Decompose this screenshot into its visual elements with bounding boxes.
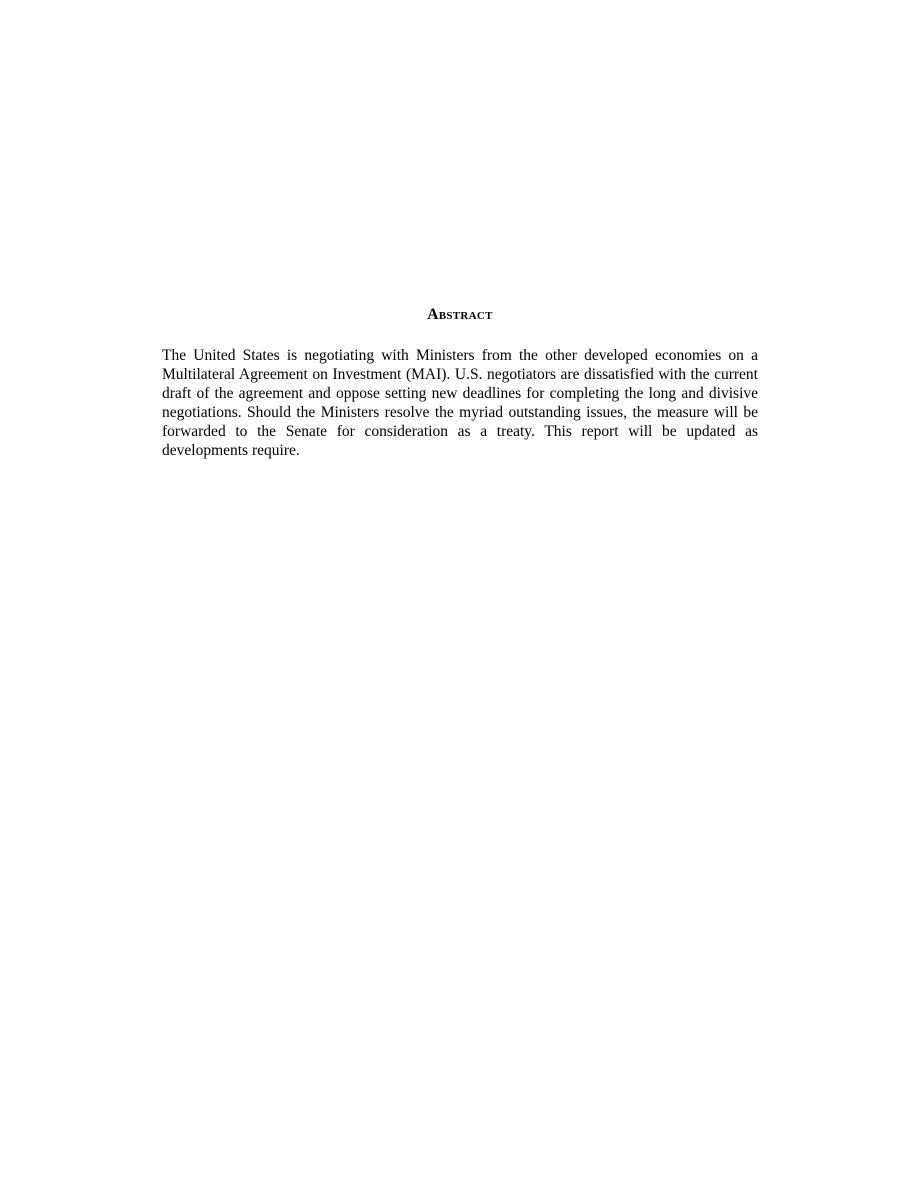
abstract-heading: Abstract xyxy=(427,306,493,323)
abstract-body: The United States is negotiating with Ministers from the other developed economies on a Multilateral Agreement on Investment (MAI). U.S. negotiators are dissatisfied with the current draft of the agreement and oppose setting new deadlines for completing the long and divisive negotiations. Should the Ministers resolve the myriad outstanding issues, the measure will be forwarded to the Senate for consideration as a treaty. This report will be updated as developments require. xyxy=(162,347,758,459)
